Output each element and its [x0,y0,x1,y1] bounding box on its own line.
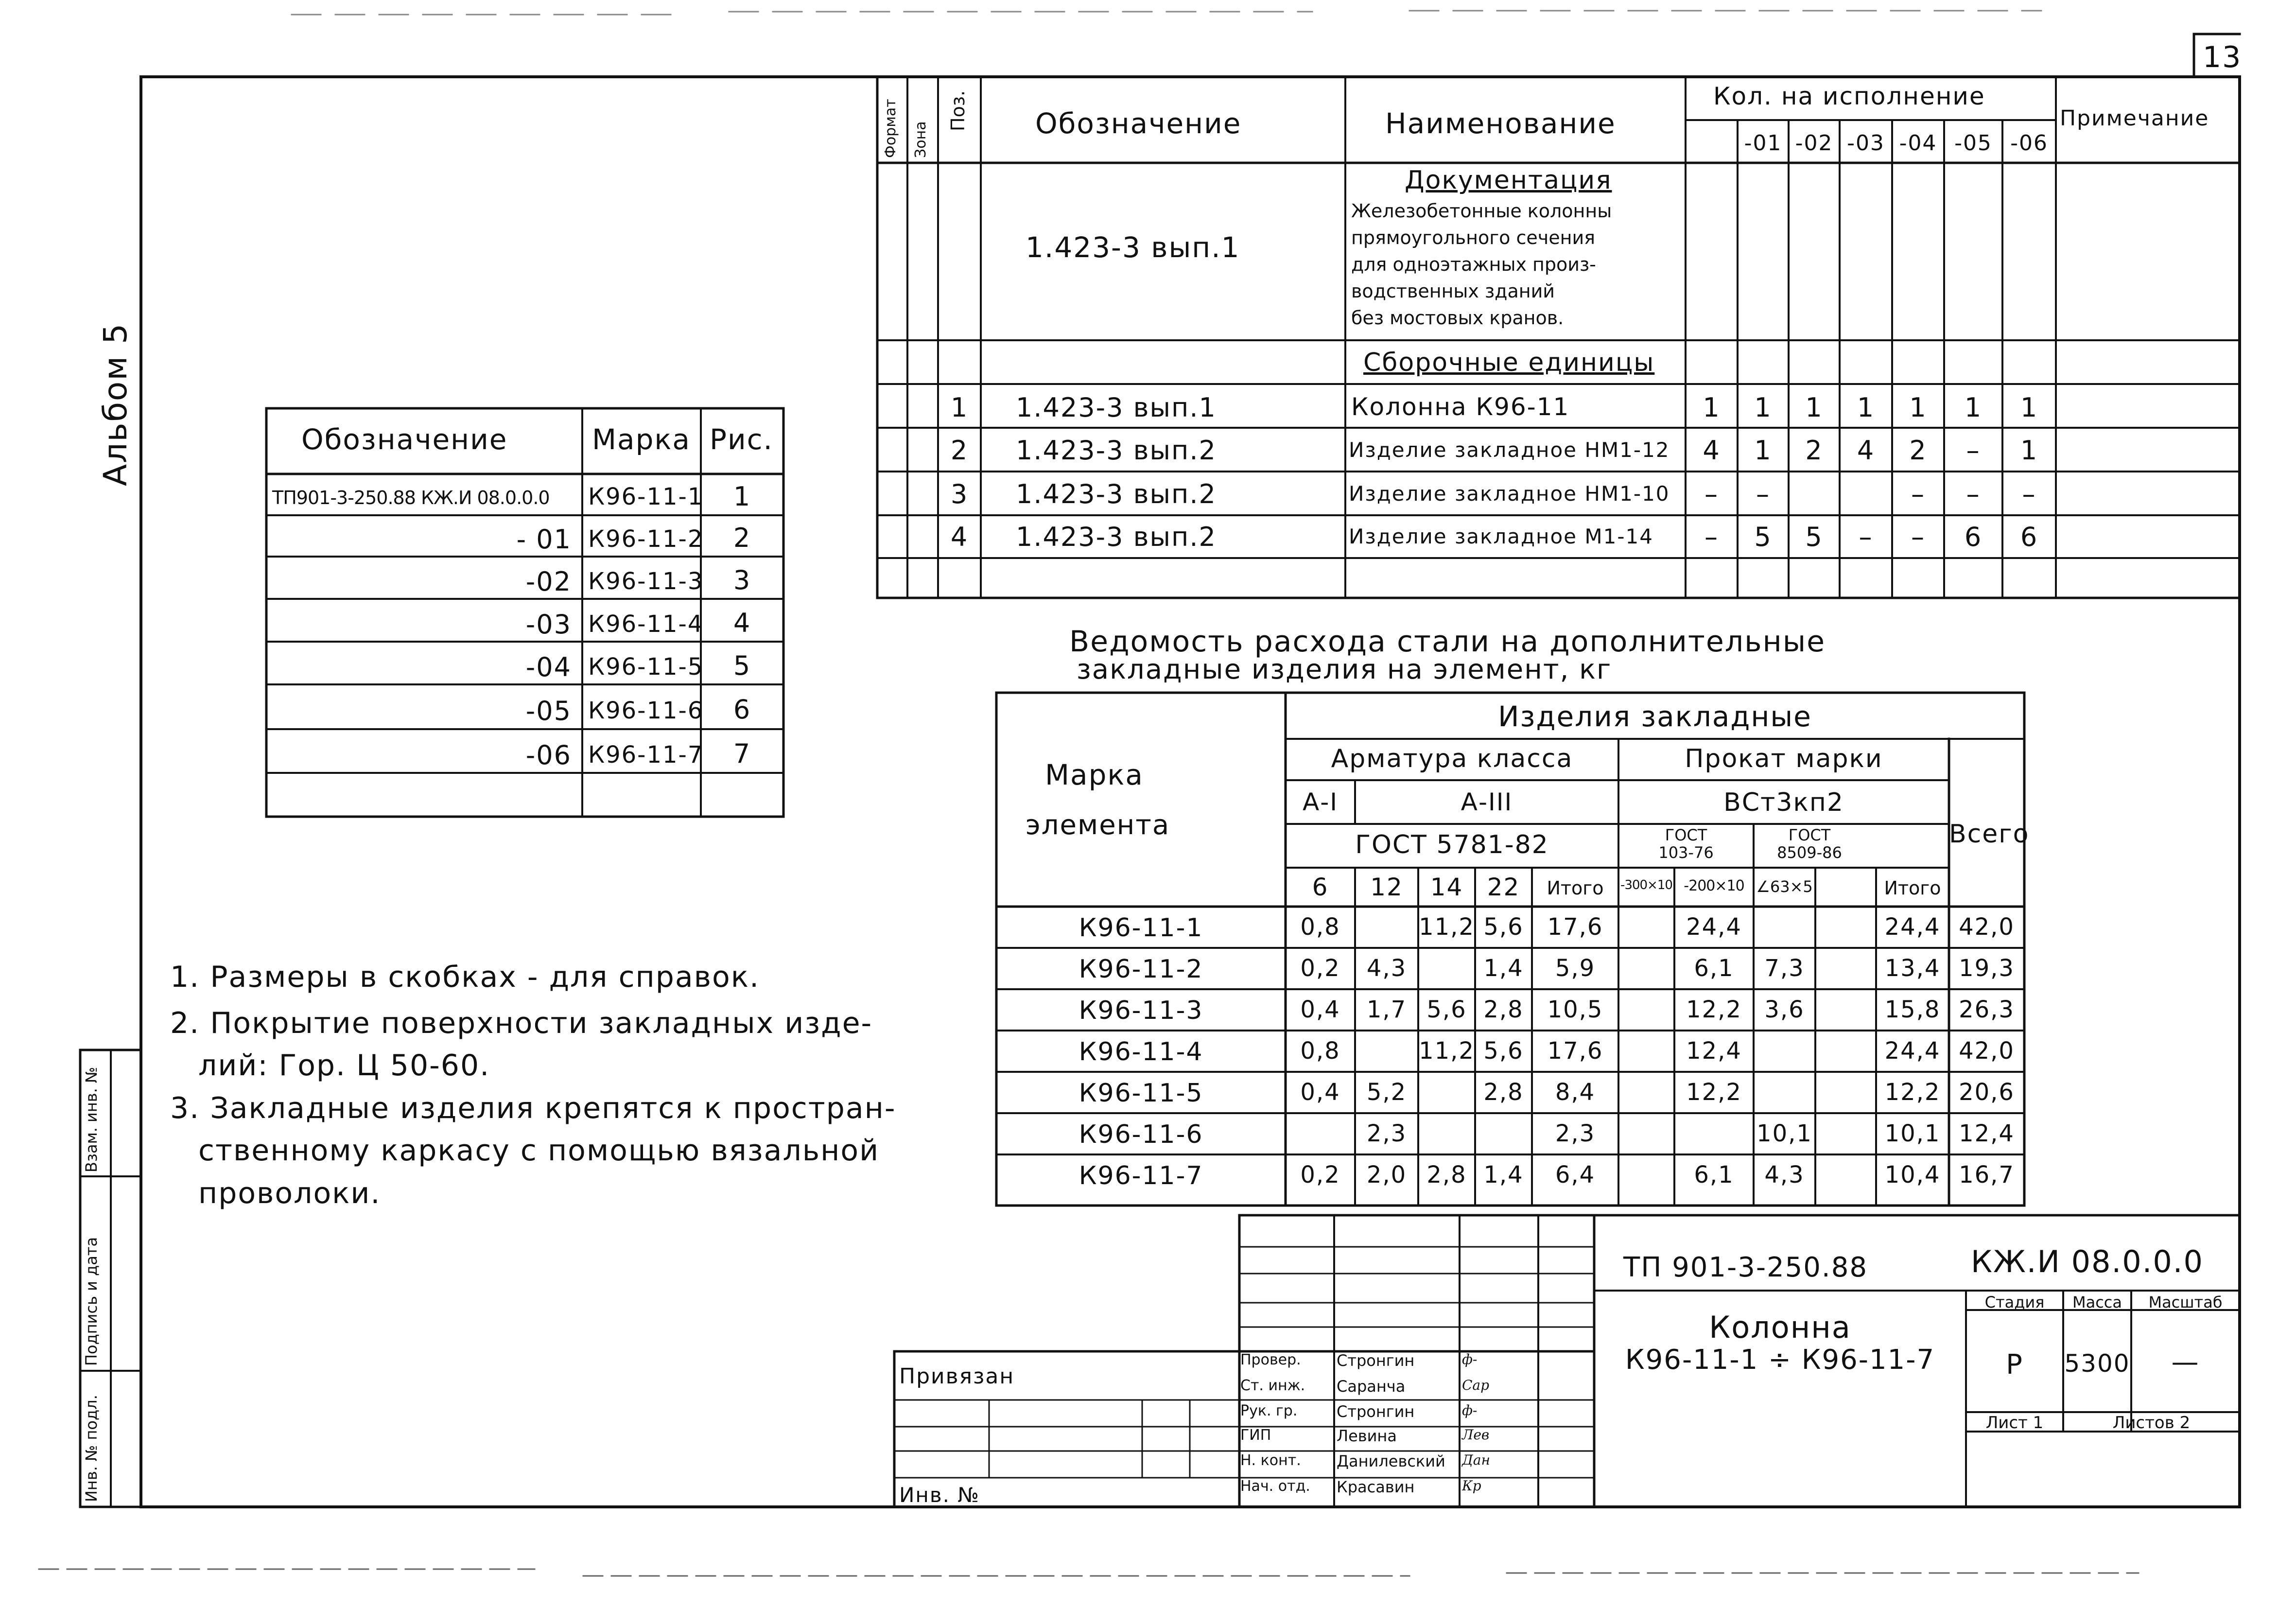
spec-qty: 1 [1964,392,1983,423]
steel-cell: 16,7 [1959,1161,2015,1189]
steel-cell: 0,8 [1300,913,1340,941]
spec-section-units: Сборочные единицы [1363,348,1655,377]
drawing-title-1: Колонна [1709,1310,1851,1345]
doc-code: ТП 901-3-250.88 [1623,1252,1868,1283]
steel-cell: 13,4 [1884,955,1941,982]
steel-cell: 6,1 [1694,1161,1734,1189]
stamp-person: Левина [1337,1427,1397,1445]
steel-cell: 6,1 [1694,955,1734,982]
spec-h-pos: Поз. [947,90,969,131]
marks-fig: 1 [733,481,751,512]
stamp-person: Данилевский [1337,1452,1445,1470]
stamp-role: Рук. гр. [1240,1402,1298,1419]
steel-cell: 15,8 [1884,996,1941,1023]
spec-qty: – [2022,479,2036,509]
steel-h-element-1: Марка [1045,758,1144,791]
steel-sub-col: Итого [1884,877,1941,899]
marks-mark: К96-11-7 [588,741,704,769]
spec-qty: – [1966,435,1981,466]
marks-mark: К96-11-6 [588,697,704,724]
steel-h-gost5781: ГОСТ 5781-82 [1355,830,1549,859]
spec-qty: 4 [1857,435,1875,466]
steel-cell: 12,2 [1686,996,1742,1023]
spec-qty: 2 [1805,435,1823,466]
steel-sub-col: -300×10 [1620,878,1672,892]
steel-cell: 10,1 [1757,1120,1812,1147]
steel-row-mark: К96-11-2 [1078,955,1203,984]
steel-cell: 1,4 [1483,1161,1524,1189]
sheet-number: 13 [2203,40,2242,74]
spec-doc-designation: 1.423-3 вып.1 [1026,231,1240,264]
spec-doc-name-5: без мостовых кранов. [1351,307,1564,329]
steel-cell: 26,3 [1959,996,2015,1023]
steel-cell: 10,5 [1547,996,1603,1023]
drawing-title-2: К96-11-1 ÷ К96-11-7 [1625,1344,1935,1376]
steel-cell: 2,3 [1366,1120,1407,1147]
spec-variant-02: -02 [1795,131,1833,156]
steel-h-embedded: Изделия закладные [1498,700,1812,733]
marks-designation: -03 [525,609,572,640]
spec-h-name: Наименование [1385,107,1616,140]
steel-cell: 3,6 [1764,996,1805,1023]
stamp-signature: ф- [1462,1351,1478,1367]
spec-qty: 2 [1909,435,1927,466]
steel-h-gost103-b: 103-76 [1658,843,1714,862]
stamp-person: Саранча [1337,1377,1406,1396]
steel-cell: 5,6 [1483,1037,1524,1065]
spec-qty: – [1966,479,1981,509]
spec-doc-name-3: для одноэтажных произ- [1351,254,1596,275]
steel-h-aiii: А-III [1461,788,1513,816]
stage-label: Стадия [1984,1293,2045,1311]
steel-cell: 12,2 [1884,1079,1941,1106]
album-label: Альбом 5 [97,322,134,486]
sheet-label: Лист 1 [1985,1413,2044,1433]
note-line: 1. Размеры в скобках - для справок. [170,960,760,994]
steel-cell: 24,4 [1686,913,1742,941]
stamp-role: Ст. инж. [1240,1377,1305,1394]
sheet-code: КЖ.И 08.0.0.0 [1971,1244,2204,1279]
marks-designation: -06 [525,740,572,770]
steel-cell: 24,4 [1884,913,1941,941]
spec-qty: 1 [1805,392,1823,423]
steel-cell: 11,2 [1419,1037,1475,1065]
steel-cell: 2,8 [1483,1079,1524,1106]
steel-row-mark: К96-11-3 [1078,996,1203,1025]
spec-qty: – [1911,522,1925,552]
stamp-signature: Дан [1462,1452,1490,1468]
steel-cell: 5,9 [1555,955,1596,982]
spec-h-note: Примечание [2060,106,2209,131]
steel-cell: 2,0 [1366,1161,1407,1189]
steel-cell: 17,6 [1547,1037,1603,1065]
steel-cell: 2,8 [1483,996,1524,1023]
steel-cell: 24,4 [1884,1037,1941,1065]
stamp-signature: Лев [1462,1427,1490,1443]
steel-cell: 8,4 [1555,1079,1596,1106]
steel-row-mark: К96-11-7 [1078,1161,1203,1190]
spec-name: Изделие закладное НМ1-12 [1349,438,1670,462]
steel-cell: 12,2 [1686,1079,1742,1106]
marks-mark: К96-11-4 [588,611,704,638]
stamp-signature: Кр [1462,1478,1481,1494]
spec-qty: 1 [1754,392,1772,423]
steel-cell: 20,6 [1959,1079,2015,1106]
marks-mark: К96-11-1 [588,483,704,510]
stamp-role: Нач. отд. [1240,1478,1310,1495]
steel-cell: 4,3 [1764,1161,1805,1189]
steel-cell: 11,2 [1419,913,1475,941]
marks-designation: -05 [525,696,572,726]
note-line: проволоки. [198,1176,381,1210]
steel-cell: 12,4 [1686,1037,1742,1065]
spec-qty: – [1756,479,1770,509]
spec-section-docs: Документация [1405,166,1612,195]
marks-fig: 2 [733,523,751,553]
marks-designation: ТП901-3-250.88 КЖ.И 08.0.0.0 [272,487,550,508]
steel-row-mark: К96-11-5 [1078,1079,1203,1108]
spec-h-format: Формат [882,99,899,158]
privyazan-label: Привязан [899,1364,1015,1389]
spec-h-zone: Зона [912,121,929,158]
sheets-label: Листов 2 [2112,1413,2191,1433]
spec-h-qty: Кол. на исполнение [1713,82,1985,110]
spec-qty: 1 [1909,392,1927,423]
steel-sub-col: 12 [1370,873,1403,901]
spec-qty: 1 [1857,392,1875,423]
stage-value: Р [2006,1349,2023,1381]
spec-qty: – [1705,479,1719,509]
spec-pos: 3 [950,479,969,509]
spec-variant-01: -01 [1744,131,1782,156]
steel-cell: 10,4 [1884,1161,1941,1189]
inv-no-label: Инв. № подл. [82,1395,101,1502]
marks-mark: К96-11-3 [588,568,704,595]
steel-title-2: закладные изделия на элемент, кг [1077,654,1612,685]
steel-cell: 0,2 [1300,955,1340,982]
steel-h-grade: ВСт3кп2 [1723,788,1844,817]
spec-qty: – [1859,522,1873,552]
spec-qty: 1 [2020,392,2038,423]
marks-fig: 6 [733,694,751,725]
marks-designation: -02 [525,566,572,597]
steel-cell: 7,3 [1764,955,1805,982]
stamp-role: Н. конт. [1240,1452,1301,1469]
stamp-role: ГИП [1240,1427,1271,1444]
spec-pos: 1 [950,392,969,423]
steel-h-total: Всего [1949,820,2030,849]
marks-mark: К96-11-5 [588,653,704,681]
steel-sub-col: ∠63×5 [1756,877,1813,896]
steel-cell: 5,2 [1366,1079,1407,1106]
replace-inv-label: Взам. инв. № [82,1066,101,1172]
stamp-person: Стронгин [1337,1351,1415,1370]
sign-date-label: Подпись и дата [82,1237,101,1366]
marks-fig: 3 [733,565,751,595]
spec-h-designation: Обозначение [1035,107,1242,140]
marks-h-designation: Обозначение [301,423,508,456]
steel-row-mark: К96-11-1 [1078,913,1203,943]
steel-cell: 2,3 [1555,1120,1596,1147]
steel-cell: 42,0 [1959,1037,2015,1065]
spec-qty: 6 [2020,522,2038,552]
steel-h-rebar: Арматура класса [1331,744,1573,773]
steel-cell: 5,6 [1426,996,1467,1023]
marks-mark: К96-11-2 [588,525,704,553]
steel-row-mark: К96-11-6 [1078,1120,1203,1149]
spec-name: Колонна К96-11 [1351,393,1570,421]
steel-cell: 0,2 [1300,1161,1340,1189]
steel-cell: 1,7 [1366,996,1407,1023]
spec-variant-06: -06 [2010,131,2048,156]
spec-pos: 2 [950,435,969,466]
steel-title-1: Ведомость расхода стали на дополнительные [1069,625,1826,659]
steel-sub-col: -200×10 [1684,877,1744,894]
steel-cell: 4,3 [1366,955,1407,982]
stamp-signature: ф- [1462,1402,1478,1418]
note-line: 3. Закладные изделия крепятся к простран- [170,1091,896,1125]
spec-qty: – [1705,522,1719,552]
steel-sub-col: 14 [1430,873,1463,901]
steel-sub-col: 6 [1312,873,1329,901]
spec-pos: 4 [950,522,969,552]
marks-designation: -04 [525,652,572,682]
steel-h-element-2: элемента [1026,809,1170,841]
steel-cell: 12,4 [1959,1120,2015,1147]
steel-cell: 0,8 [1300,1037,1340,1065]
spec-qty: 1 [2020,435,2038,466]
stamp-signature: Сар [1462,1377,1490,1393]
spec-doc-name-2: прямоугольного сечения [1351,227,1596,248]
mass-label: Масса [2072,1293,2122,1311]
steel-cell: 6,4 [1555,1161,1596,1189]
spec-qty: – [1911,479,1925,509]
steel-cell: 5,6 [1483,913,1524,941]
steel-cell: 0,4 [1300,1079,1340,1106]
spec-qty: 6 [1964,522,1983,552]
steel-sub-col: Итого [1547,877,1604,899]
scale-label: Масштаб [2148,1293,2223,1311]
steel-sub-col: 22 [1487,873,1520,901]
spec-variant-05: -05 [1954,131,1992,156]
steel-h-gost103-a: ГОСТ [1665,826,1707,844]
spec-name: Изделие закладное НМ1-10 [1349,482,1670,506]
steel-cell: 2,8 [1426,1161,1467,1189]
spec-doc-name-4: водственных зданий [1351,280,1555,302]
steel-h-ai: А-I [1303,788,1338,816]
note-line: ственному каркасу с помощью вязальной [198,1134,880,1168]
inv-number-label: Инв. № [899,1483,980,1507]
spec-designation: 1.423-3 вып.2 [1016,435,1217,466]
spec-qty: 1 [1703,392,1721,423]
mass-value: 5300 [2064,1349,2130,1378]
marks-h-fig: Рис. [710,423,773,456]
marks-h-mark: Марка [592,423,691,456]
scale-value: — [2171,1346,2200,1378]
spec-designation: 1.423-3 вып.1 [1016,392,1217,423]
steel-h-gost8509-b: 8509-86 [1777,843,1842,862]
spec-qty: 4 [1703,435,1721,466]
spec-variant-04: -04 [1899,131,1937,156]
spec-qty: 5 [1754,522,1772,552]
spec-qty: 5 [1805,522,1823,552]
steel-cell: 42,0 [1959,913,2015,941]
steel-cell: 0,4 [1300,996,1340,1023]
steel-cell: 19,3 [1959,955,2015,982]
steel-cell: 17,6 [1547,913,1603,941]
spec-qty: 1 [1754,435,1772,466]
steel-h-rolled: Прокат марки [1685,744,1883,773]
steel-row-mark: К96-11-4 [1078,1037,1203,1066]
stamp-role: Провер. [1240,1351,1301,1368]
spec-name: Изделие закладное М1-14 [1349,524,1653,548]
spec-designation: 1.423-3 вып.2 [1016,479,1217,509]
stamp-person: Стронгин [1337,1402,1415,1421]
steel-cell: 1,4 [1483,955,1524,982]
spec-doc-name-1: Железобетонные колонны [1351,200,1612,222]
steel-cell: 10,1 [1884,1120,1941,1147]
marks-fig: 4 [733,608,751,638]
marks-designation: - 01 [516,524,572,555]
stamp-person: Красавин [1337,1478,1415,1496]
steel-h-gost8509-a: ГОСТ [1788,826,1831,844]
marks-fig: 5 [733,650,751,681]
note-line: 2. Покрытие поверхности закладных изде- [170,1006,873,1040]
marks-fig: 7 [733,738,751,769]
spec-variant-03: -03 [1847,131,1885,156]
note-line: лий: Гор. Ц 50-60. [198,1049,490,1083]
spec-designation: 1.423-3 вып.2 [1016,522,1217,552]
